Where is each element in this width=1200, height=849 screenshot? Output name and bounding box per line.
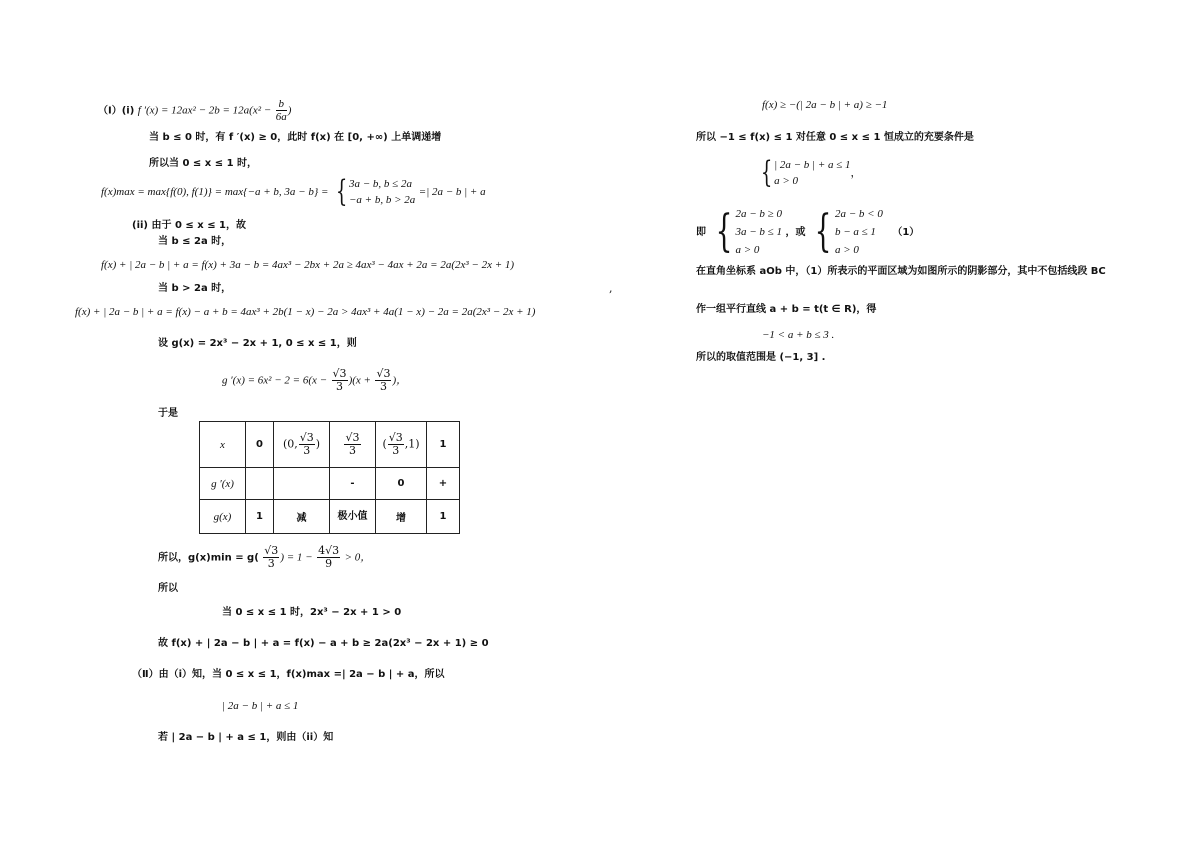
piecewise-cases: 3a − b, b ≤ 2a −a + b, b > 2a [348, 178, 416, 206]
variation-table [199, 421, 460, 534]
table-row [200, 468, 460, 500]
left-brace: { [715, 206, 732, 257]
fraction-sqrt3-over-3: $\frac{√3}{3}$ [332, 367, 347, 393]
text-line: 故 f(x) + | 2a − b | + a = f(x) − a + b ≥ 2a(2x³ − 2x + 1) ≥ 0 [158, 638, 489, 649]
table-cell: 0 [246, 422, 274, 468]
formula-line: f(x) ≥ −(| 2a − b | + a) ≥ −1 [762, 99, 888, 111]
fraction-sqrt3-over-3: $\frac{√3}{3}$ [264, 544, 279, 570]
table-cell: g ′(x) [200, 468, 246, 500]
text-line: 作一组平行直线 a + b = t(t ∈ R)，得 [696, 304, 877, 315]
left-brace: { [335, 174, 348, 209]
text-line: 当 b ≤ 0 时，有 f ′(x) ≥ 0，此时 f(x) 在 [0, +∞) 上单调递增 [149, 132, 442, 143]
table-cell: 减 [274, 500, 330, 534]
fraction-4sqrt3-over-9: $\frac{4√3}{9}$ [318, 544, 340, 570]
table-cell: x [200, 422, 246, 468]
table-cell [274, 468, 330, 500]
text-line: 当 0 ≤ x ≤ 1 时，2x³ − 2x + 1 > 0 [222, 607, 402, 618]
stray-mark: , [609, 282, 613, 295]
fraction-sqrt3-over-3: $\frac{√3}{3}$ [376, 367, 391, 393]
g-derivative-line: g ′(x) = 6x² − 2 = 6(x − $\frac{√3}{3}$ )(x + $\frac{√3}{3}$ )， [222, 367, 408, 393]
table-row [200, 422, 460, 468]
max-formula-line: f(x)max = max{f(0), f(1)} = max{−a + b, 3a − b} = { 3a − b, b ≤ 2a −a + b, b > 2a =| 2a − b | + a [101, 174, 486, 209]
text-line: 所以 −1 ≤ f(x) ≤ 1 对任意 0 ≤ x ≤ 1 恒成立的充要条件是 [696, 132, 974, 143]
text-line: 设 g(x) = 2x³ − 2x + 1, 0 ≤ x ≤ 1，则 [158, 338, 357, 349]
table-cell: 极小值 [330, 500, 376, 534]
table-cell: (0, $\frac{√3}{3}$ ) [274, 422, 330, 468]
formula-line: f(x) + | 2a − b | + a = f(x) − a + b = 4ax³ + 2b(1 − x) − 2a > 4ax³ + 4a(1 − x) − 2a = 2a(2x³ − 2x + 1) [75, 306, 536, 318]
left-brace: { [814, 206, 832, 257]
table-cell: g(x) [200, 500, 246, 534]
table-cell: - [330, 468, 376, 500]
text-line: (ii) 由于 0 ≤ x ≤ 1，故 [132, 220, 247, 231]
table-row [200, 500, 460, 534]
table-cell: 1 [246, 500, 274, 534]
system-b: 2a − b < 0 b − a ≤ 1 a > 0 [834, 208, 883, 256]
text-line: 于是 [158, 408, 178, 419]
g-min-line: 所以，g(x)min = g( $\frac{√3}{3}$ ) = 1 − $\frac{4√3}{9}$ > 0， [158, 544, 372, 570]
formula-line: f(x) + | 2a − b | + a = f(x) + 3a − b = 4ax³ − 2bx + 2a ≥ 4ax³ − 4ax + 2a = 2a(2x³ − 2x + 1) [101, 259, 515, 271]
part1-label: （Ⅰ）(i) [98, 105, 135, 117]
text-line: 当 b > 2a 时， [158, 283, 232, 294]
text-line: 在直角坐标系 aOb 中，（1）所表示的平面区域为如图所示的阴影部分，其中不包括线段 BC [696, 266, 1106, 277]
table-cell [246, 468, 274, 500]
text-line: 所以的取值范围是 (−1, 3] . [696, 352, 826, 363]
part2-line: （Ⅱ）由（i）知，当 0 ≤ x ≤ 1，f(x)max =| 2a − b | + a，所以 [132, 669, 445, 680]
derivative-formula: f ′(x) = 12ax² − 2b = 12a(x² − [137, 104, 272, 117]
table-cell: 1 [427, 422, 460, 468]
text-line: 所以 [158, 583, 178, 594]
table-cell: 1 [427, 500, 460, 534]
table-cell: ( $\frac{√3}{3}$ ,1) [376, 422, 427, 468]
equivalent-systems: 即 { 2a − b ≥ 0 3a − b ≤ 1 a > 0 ，或 { 2a − b < 0 b − a ≤ 1 a > 0 （1） [696, 206, 920, 257]
system-a: 2a − b ≥ 0 3a − b ≤ 1 a > 0 [735, 208, 782, 256]
table-cell: 0 [376, 468, 427, 500]
table-cell: $\frac{√3}{3}$ [330, 422, 376, 468]
formula-line: −1 < a + b ≤ 3 . [762, 329, 835, 341]
condition-system: { | 2a − b | + a ≤ 1 a > 0 ， [760, 155, 862, 190]
table-cell: + [427, 468, 460, 500]
part1-i-line: （Ⅰ）(i) f ′(x) = 12ax² − 2b = 12a(x² − $\frac{b}{6a}$ ) [98, 98, 292, 123]
text-line: 若 | 2a − b | + a ≤ 1，则由（ii）知 [158, 732, 334, 743]
fraction-b-over-6a: $\frac{b}{6a}$ [275, 98, 287, 123]
text-line: 当 b ≤ 2a 时， [158, 236, 232, 247]
text-line: 所以当 0 ≤ x ≤ 1 时， [149, 158, 258, 169]
table-cell: 增 [376, 500, 427, 534]
formula-line: | 2a − b | + a ≤ 1 [222, 700, 299, 712]
left-brace: { [760, 155, 773, 190]
